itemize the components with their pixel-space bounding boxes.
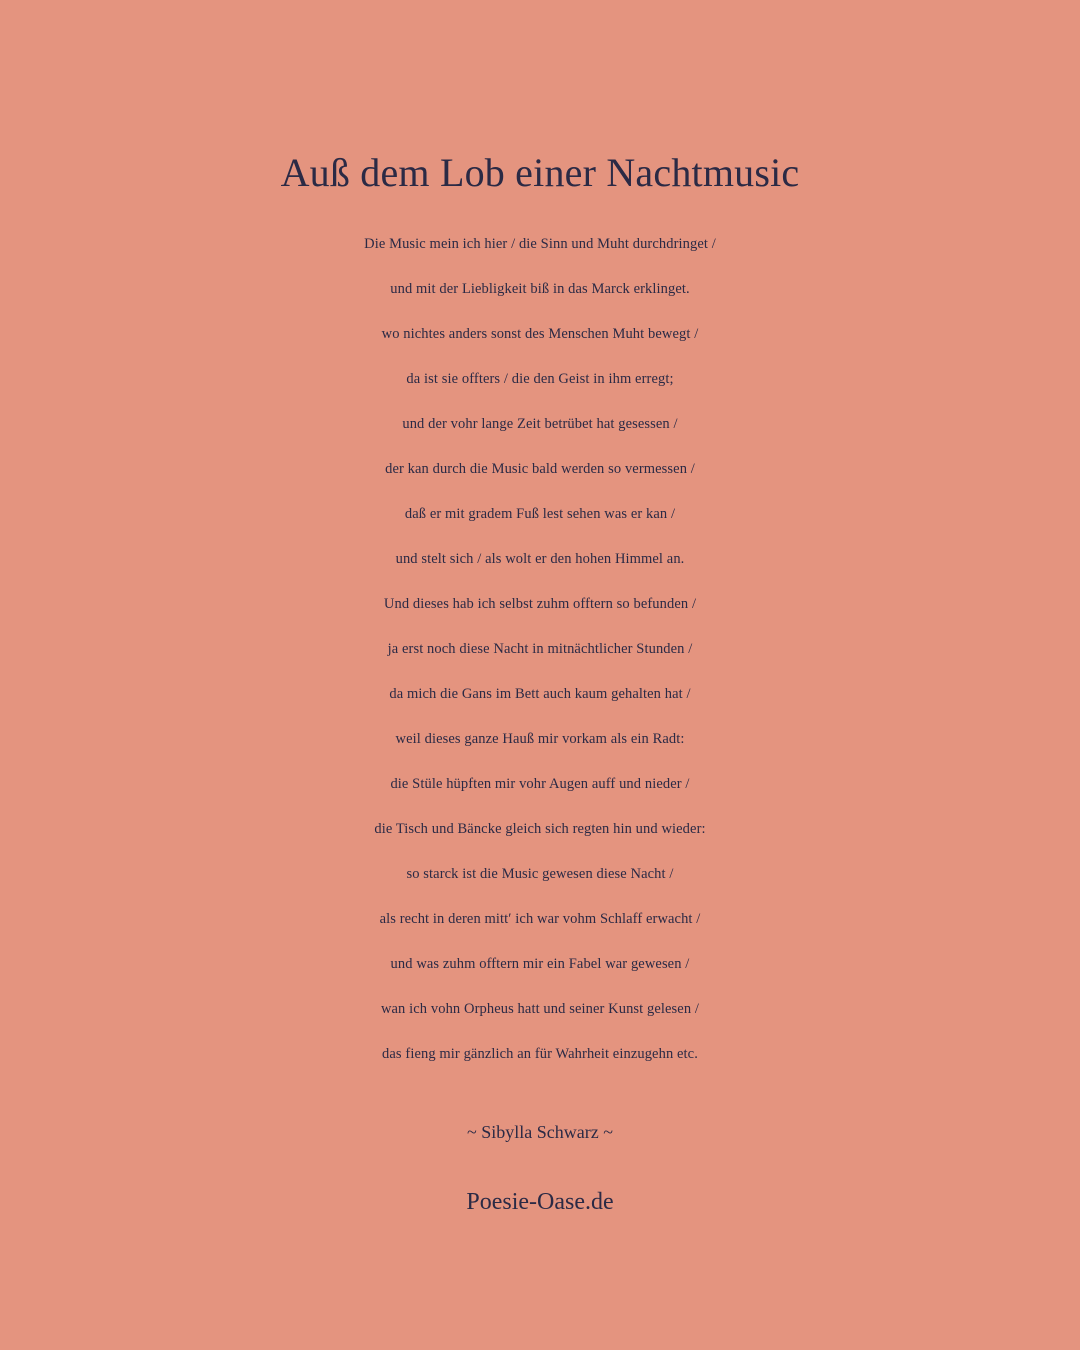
- poem-line: daß er mit gradem Fuß lest sehen was er kan /: [404, 506, 676, 522]
- poem-author: ~ Sibylla Schwarz ~: [467, 1122, 613, 1142]
- poem-line: Die Music mein ich hier / die Sinn und Muht durchdringet /: [364, 236, 716, 252]
- poem-title: Auß dem Lob einer Nachtmusic: [280, 150, 800, 195]
- poem-line: das fieng mir gänzlich an für Wahrheit einzugehn etc.: [382, 1046, 698, 1062]
- poem-line: ja erst noch diese Nacht in mitnächtlicher Stunden /: [387, 641, 693, 657]
- poem-line: und der vohr lange Zeit betrübet hat gesessen /: [402, 416, 678, 432]
- poem-line: Und dieses hab ich selbst zuhm offtern so befunden /: [383, 596, 697, 612]
- poem-line: die Tisch und Bäncke gleich sich regten hin und wieder:: [374, 821, 706, 837]
- poem-line: wan ich vohn Orpheus hatt und seiner Kunst gelesen /: [380, 1001, 700, 1017]
- poem-line: wo nichtes anders sonst des Menschen Muht bewegt /: [381, 326, 699, 342]
- poem-line: da ist sie offters / die den Geist in ihm erregt;: [406, 371, 674, 387]
- poem-line: die Stüle hüpften mir vohr Augen auff und nieder /: [390, 776, 690, 792]
- poem-line: weil dieses ganze Hauß mir vorkam als ein Radt:: [395, 731, 685, 747]
- poem-line: der kan durch die Music bald werden so vermessen /: [385, 461, 695, 477]
- poem-line: da mich die Gans im Bett auch kaum gehalten hat /: [389, 686, 691, 702]
- source-watermark: Poesie-Oase.de: [466, 1189, 614, 1215]
- poem-line: als recht in deren mitt′ ich war vohm Schlaff erwacht /: [379, 911, 701, 927]
- poem-line: und was zuhm offtern mir ein Fabel war gewesen /: [390, 956, 690, 972]
- poem-body: [0, 222, 1080, 1077]
- poem-line: und stelt sich / als wolt er den hohen Himmel an.: [395, 551, 685, 567]
- poem-line: so starck ist die Music gewesen diese Nacht /: [406, 866, 674, 882]
- poem-line: und mit der Liebligkeit biß in das Marck erklinget.: [390, 281, 690, 297]
